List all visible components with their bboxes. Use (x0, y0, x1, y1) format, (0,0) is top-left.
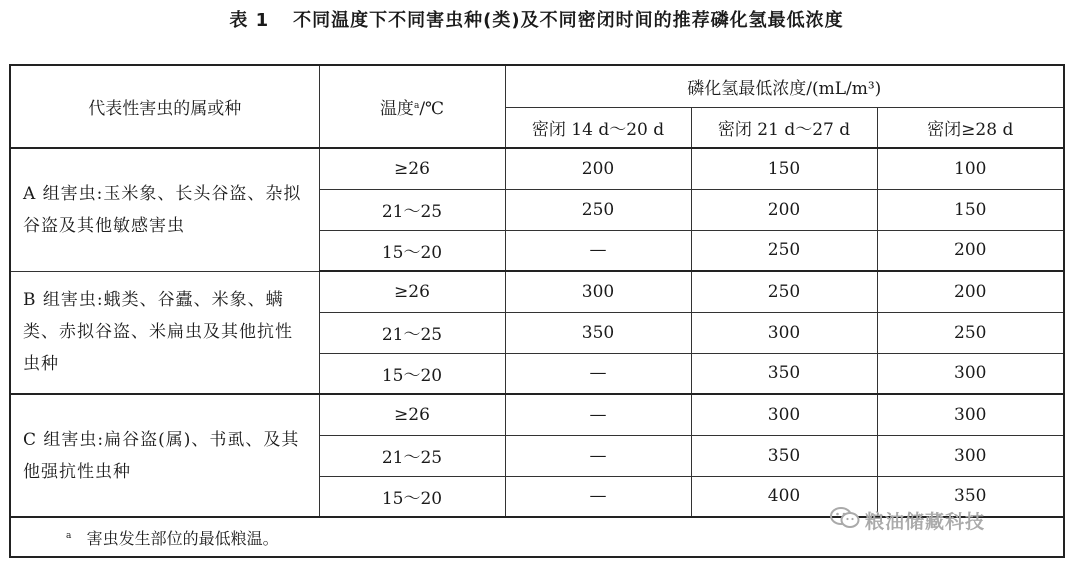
value-cell: 250 (505, 189, 691, 230)
temp-cell: 21～25 (319, 189, 505, 230)
value-cell: — (505, 353, 691, 394)
value-cell: 300 (877, 435, 1064, 476)
watermark (830, 505, 985, 535)
value-cell: 400 (691, 476, 877, 517)
value-cell: 200 (877, 230, 1064, 271)
value-cell: 300 (877, 353, 1064, 394)
header-period-2: 密闭 21 d～27 d (691, 107, 877, 148)
value-cell: — (505, 476, 691, 517)
value-cell: — (505, 230, 691, 271)
header-period-1: 密闭 14 d～20 d (505, 107, 691, 148)
phosphine-concentration-table (9, 64, 1065, 558)
temp-cell: 15～20 (319, 353, 505, 394)
header-period-3: 密闭≥28 d (877, 107, 1064, 148)
temp-cell: ≥26 (319, 394, 505, 435)
value-cell: — (505, 394, 691, 435)
pest-group-c: C 组害虫:扁谷盗(属)、书虱、及其他强抗性虫种 (10, 394, 319, 517)
temp-cell: ≥26 (319, 271, 505, 312)
footnote-mark: a (66, 530, 72, 541)
value-cell: 150 (691, 148, 877, 189)
value-cell: 300 (505, 271, 691, 312)
value-cell: 300 (877, 394, 1064, 435)
value-cell: 350 (691, 353, 877, 394)
footnote-text: 害虫发生部位的最低粮温。 (86, 528, 279, 548)
header-temperature: 温度$^a$/℃ (319, 65, 505, 148)
temp-cell: 15～20 (319, 476, 505, 517)
table-title (0, 6, 1073, 32)
wechat-icon (830, 506, 865, 535)
value-cell: — (505, 435, 691, 476)
value-cell: 350 (691, 435, 877, 476)
header-pest: 代表性害虫的属或种 (10, 65, 319, 148)
temp-cell: 21～25 (319, 312, 505, 353)
value-cell: 350 (505, 312, 691, 353)
temp-cell: 15～20 (319, 230, 505, 271)
temp-cell: 21～25 (319, 435, 505, 476)
pest-group-a: A 组害虫:玉米象、长头谷盗、杂拟谷盗及其他敏感害虫 (10, 148, 319, 271)
watermark-text: 粮油储藏科技 (865, 510, 986, 533)
header-concentration-group: 磷化氢最低浓度/(mL/m³) (505, 65, 1064, 107)
pest-group-b: B 组害虫:蛾类、谷蠹、米象、螨类、赤拟谷盗、米扁虫及其他抗性虫种 (10, 271, 319, 394)
value-cell: 300 (691, 312, 877, 353)
temp-cell: ≥26 (319, 148, 505, 189)
value-cell: 100 (877, 148, 1064, 189)
value-cell: 200 (877, 271, 1064, 312)
table-caption: 不同温度下不同害虫种(类)及不同密闭时间的推荐磷化氢最低浓度 (293, 10, 844, 31)
value-cell: 350 (877, 476, 1064, 517)
value-cell: 300 (691, 394, 877, 435)
table-number: 表 1 (229, 10, 270, 31)
value-cell: 250 (877, 312, 1064, 353)
value-cell: 200 (505, 148, 691, 189)
value-cell: 150 (877, 189, 1064, 230)
value-cell: 250 (691, 230, 877, 271)
value-cell: 200 (691, 189, 877, 230)
value-cell: 250 (691, 271, 877, 312)
